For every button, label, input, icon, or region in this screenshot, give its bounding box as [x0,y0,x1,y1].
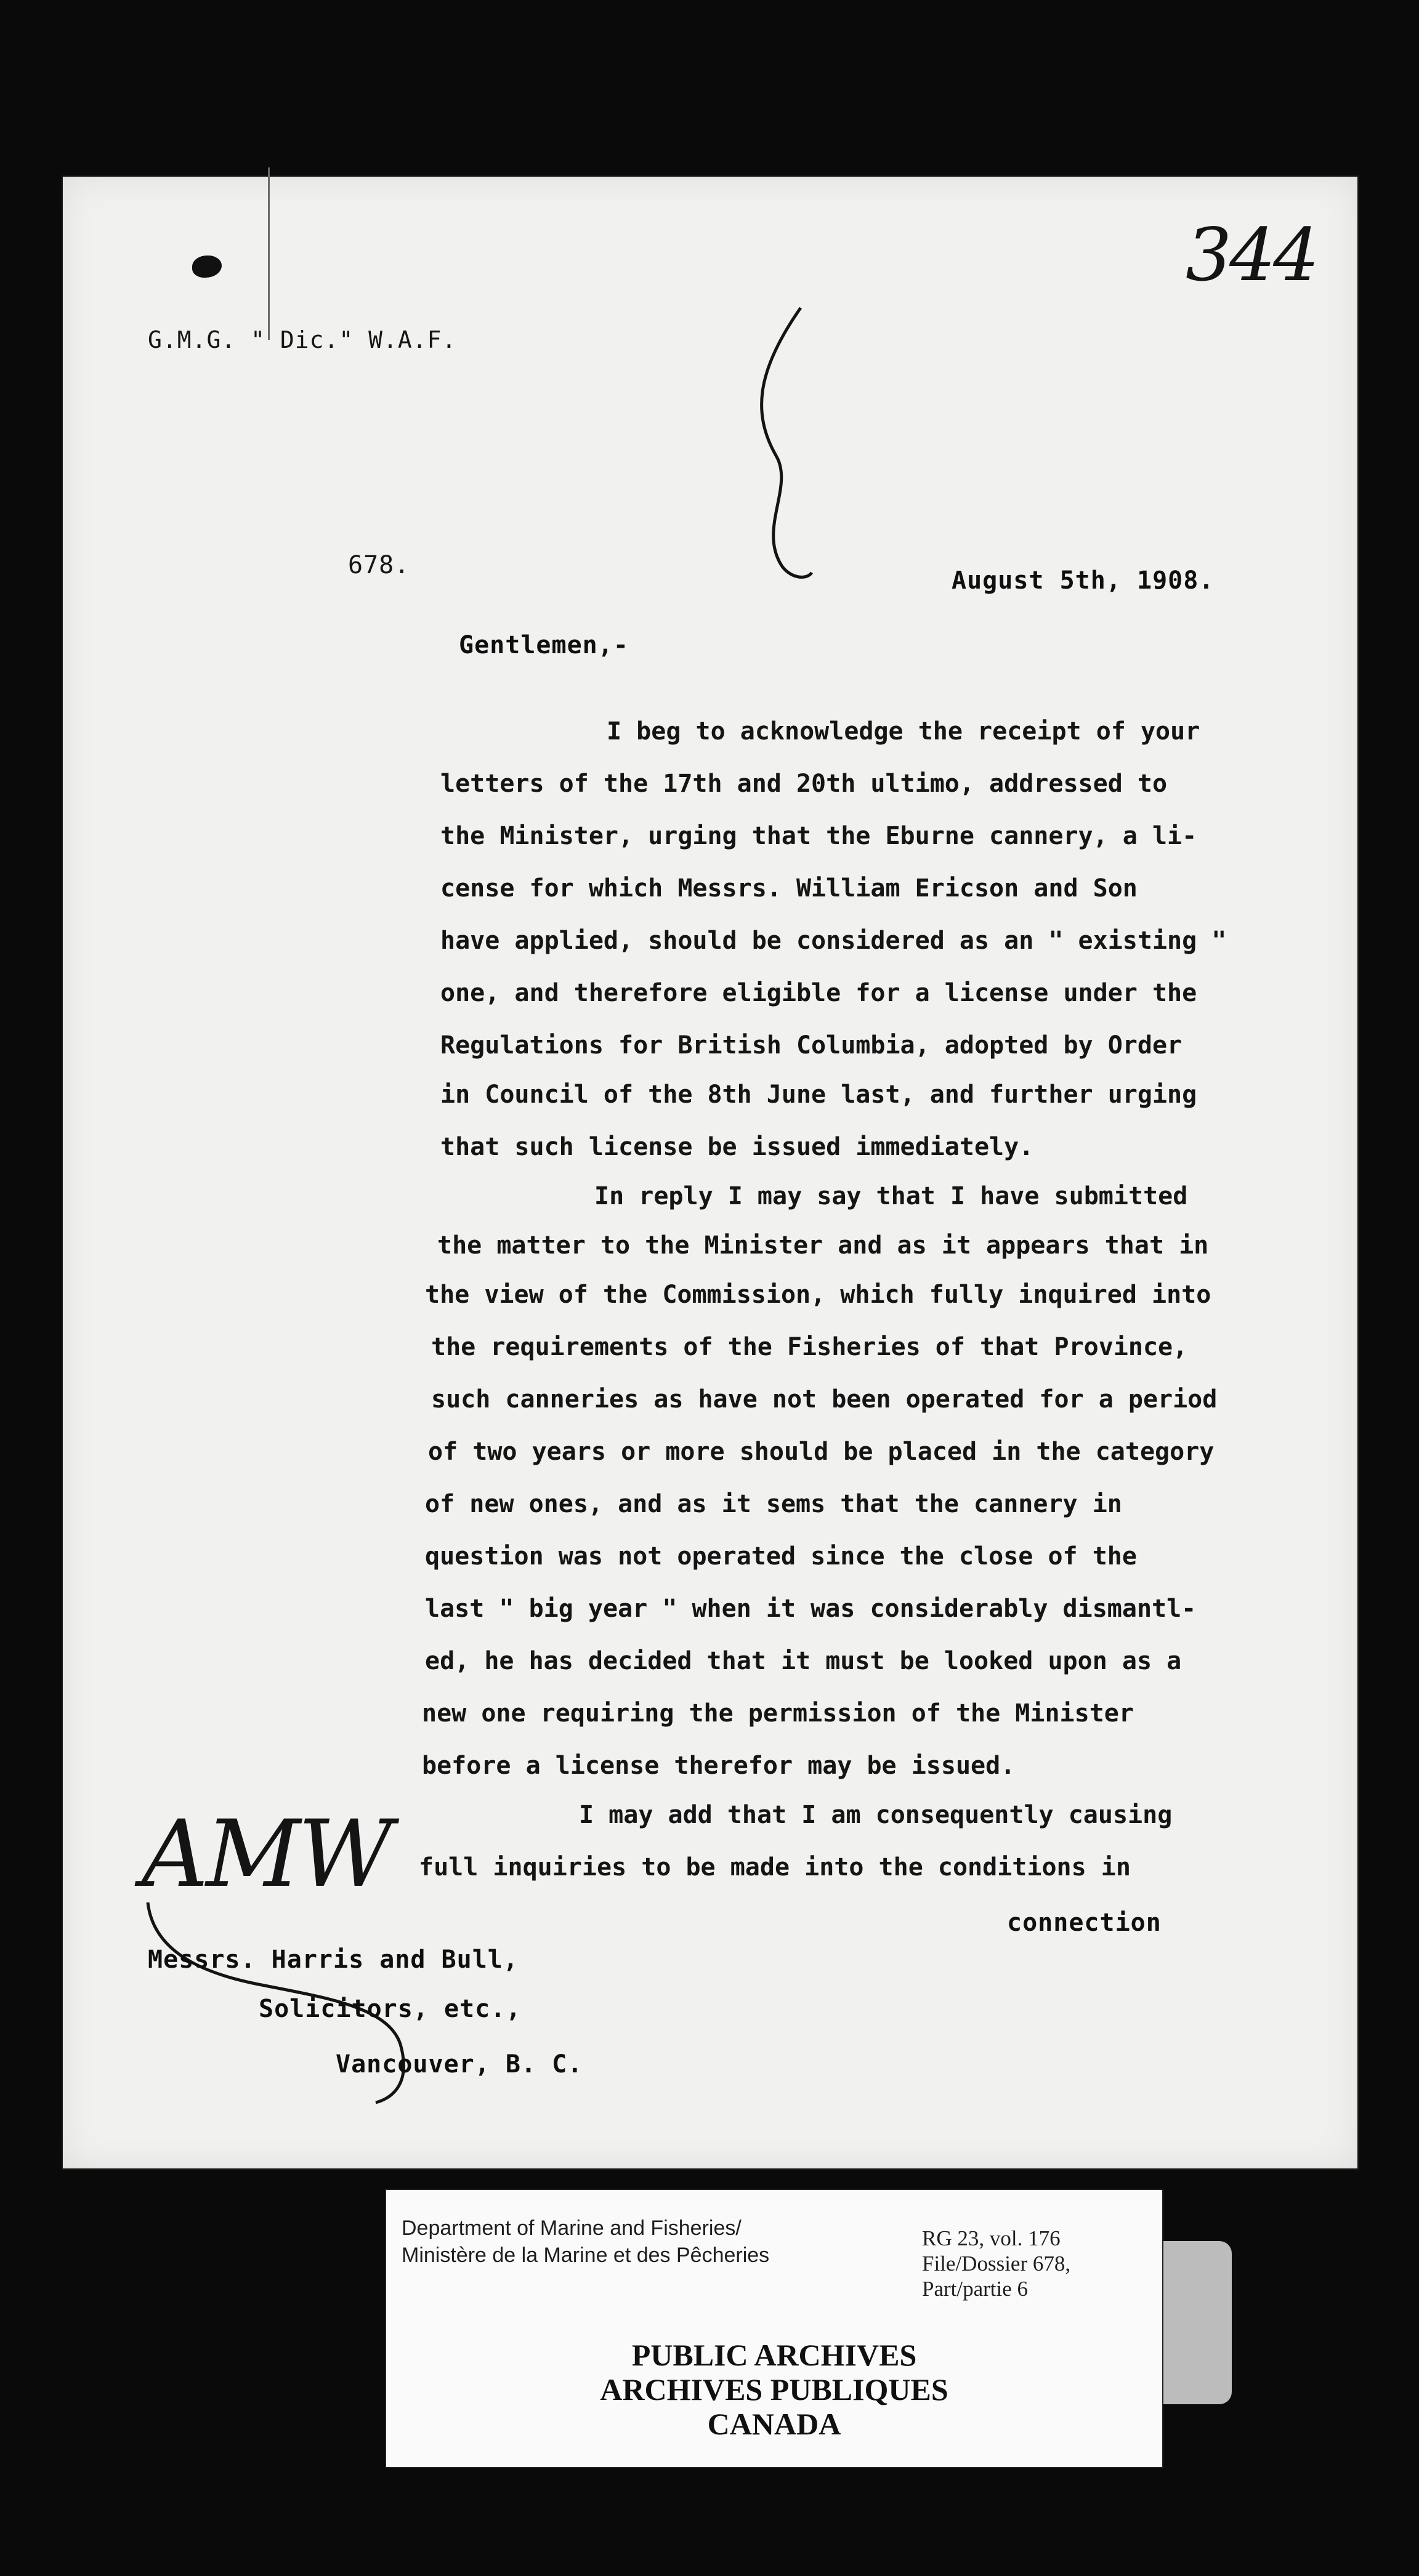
body-line: before a license therefor may be issued. [422,1752,1016,1780]
body-line: cense for which Messrs. William Ericson and Son [440,874,1138,903]
signature-initials: AMW [142,1801,391,1908]
body-line: full inquiries to be made into the conditions in [419,1853,1131,1882]
department-fr: Ministère de la Marine et des Pêcheries [402,2244,770,2267]
ref-part: Part/partie 6 [922,2277,1029,2301]
body-line: the view of the Commission, which fully inquired into [425,1281,1211,1309]
archive-en: PUBLIC ARCHIVES [631,2338,917,2372]
ref-file: File/Dossier 678, [922,2252,1071,2276]
body-line: such canneries as have not been operated for a period [431,1385,1218,1414]
stamp-department [402,2215,769,2269]
body-line: the requirements of the Fisheries of that Province, [431,1333,1188,1361]
page-number: 344 [1186,212,1317,297]
file-number: 678. [348,551,410,579]
body-line: Regulations for British Columbia, adopted by Order [440,1031,1182,1060]
body-line: ed, he has decided that it must be looked upon as a [425,1647,1182,1675]
archive-fr: ARCHIVES PUBLIQUES [600,2372,948,2407]
addressee-title: Solicitors, etc., [259,1995,522,2023]
body-line: the Minister, urging that the Eburne cannery, a li- [440,822,1197,850]
margin-rule [268,167,270,340]
handwritten-bracket [733,296,819,591]
stamp-reference [922,2226,1070,2301]
archive-stamp [385,2189,1163,2468]
body-line: in Council of the 8th June last, and further urging [440,1081,1197,1109]
body-line: question was not operated since the close of the [425,1542,1137,1571]
addressee-city: Vancouver, B. C. [336,2050,583,2079]
stamp-edge-right [1161,2241,1232,2404]
stamp-archive-name [386,2338,1162,2441]
body-line: I beg to acknowledge the receipt of your [607,717,1200,746]
body-line: last " big year " when it was considerably dismantl- [425,1595,1197,1623]
archive-country: CANADA [707,2407,841,2441]
body-line: new one requiring the permission of the Minister [422,1699,1134,1728]
catchword: connection [1007,1909,1162,1937]
addressee-name: Messrs. Harris and Bull, [148,1946,519,1974]
body-line: the matter to the Minister and as it appears that in [437,1231,1209,1260]
body-line: that such license be issued immediately. [440,1133,1034,1161]
body-line: have applied, should be considered as an " existing " [440,927,1227,955]
salutation: Gentlemen,- [459,631,629,659]
body-line: letters of the 17th and 20th ultimo, addressed to [440,770,1168,798]
letter-date: August 5th, 1908. [952,566,1215,595]
body-line: In reply I may say that I have submitted [594,1182,1188,1210]
body-line: one, and therefore eligible for a license under the [440,979,1197,1007]
ref-rg: RG 23, vol. 176 [922,2226,1061,2250]
dictation-initials: G.M.G. " Dic." W.A.F. [148,326,457,353]
body-line: I may add that I am consequently causing [579,1801,1173,1829]
stamp-edge-left [360,2244,388,2410]
department-en: Department of Marine and Fisheries/ [402,2216,742,2240]
body-line: of two years or more should be placed in the category [428,1438,1215,1466]
body-line: of new ones, and as it sems that the cannery in [425,1490,1122,1518]
